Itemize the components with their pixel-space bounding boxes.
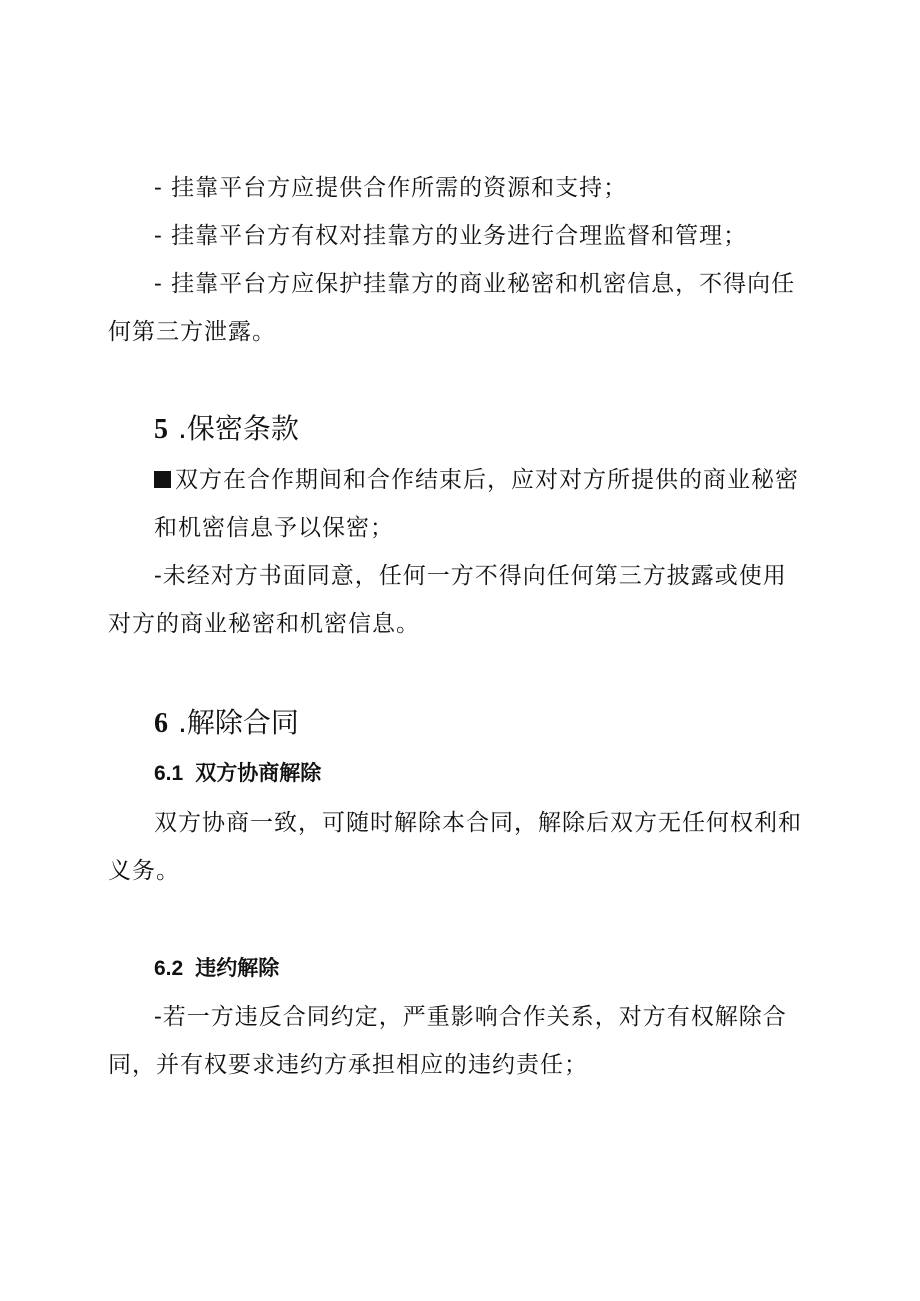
square-bullet-icon bbox=[154, 471, 171, 488]
list-item: - 挂靠平台方应保护挂靠方的商业秘密和机密信息，不得向任何第三方泄露。 bbox=[108, 271, 796, 345]
subsection-heading bbox=[154, 757, 321, 790]
section-title: .保密条款 bbox=[178, 412, 299, 445]
paragraph bbox=[154, 456, 808, 552]
subsection-title: 违约解除 bbox=[195, 956, 280, 980]
section-number: 6 bbox=[154, 708, 168, 739]
section-title: .解除合同 bbox=[178, 706, 299, 739]
subsection-title: 双方协商解除 bbox=[195, 761, 322, 785]
paragraph: -若一方违反合同约定，严重影响合作关系，对方有权解除合同，并有权要求违约方承担相应的违约责任； bbox=[108, 1004, 787, 1078]
list-item: - 挂靠平台方应提供合作所需的资源和支持； bbox=[154, 175, 628, 201]
section-heading bbox=[154, 409, 299, 450]
subsection-heading bbox=[154, 952, 279, 985]
paragraph: 双方协商一致，可随时解除本合同，解除后双方无任何权利和义务。 bbox=[108, 810, 802, 884]
paragraph-text: 双方在合作期间和合作结束后，应对对方所提供的商业秘密和机密信息予以保密； bbox=[154, 467, 799, 541]
paragraph: -未经对方书面同意，任何一方不得向任何第三方披露或使用对方的商业秘密和机密信息。 bbox=[108, 563, 787, 637]
subsection-number: 6.2 bbox=[154, 957, 184, 980]
subsection-number: 6.1 bbox=[154, 762, 184, 785]
section-number: 5 bbox=[154, 414, 168, 445]
list-item: - 挂靠平台方有权对挂靠方的业务进行合理监督和管理； bbox=[154, 223, 748, 249]
section-heading bbox=[154, 703, 299, 744]
